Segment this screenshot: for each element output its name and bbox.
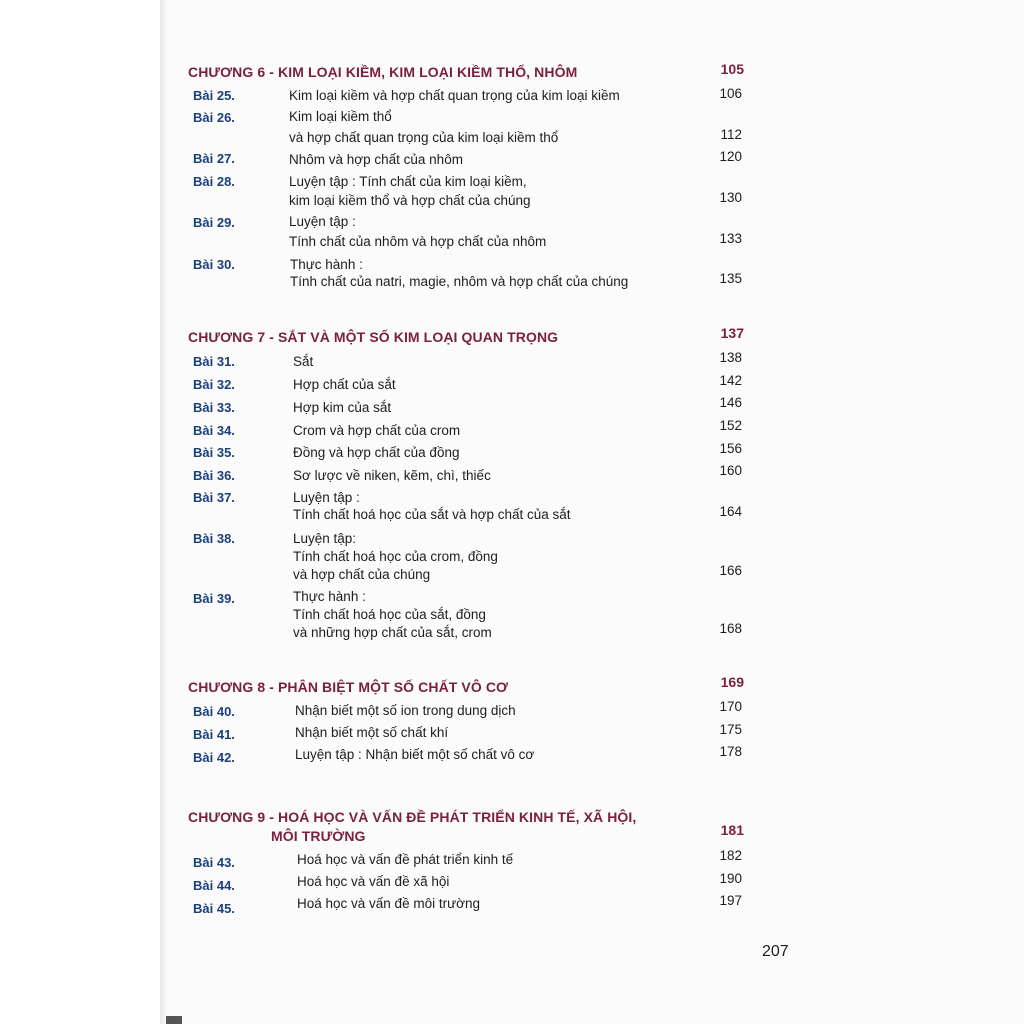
lesson-title-cont: Tính chất hoá học của crom, đồng — [293, 549, 498, 564]
chapter-page: 169 — [720, 674, 744, 690]
lesson-title: Luyện tập : — [289, 214, 356, 229]
lesson-title: Sơ lược về niken, kẽm, chì, thiếc — [293, 468, 491, 483]
lesson-title: Hoá học và vấn đề xã hội — [297, 874, 450, 889]
lesson-page: 164 — [719, 504, 742, 519]
lesson-page: 182 — [719, 848, 742, 863]
lesson-label: Bài 43. — [193, 855, 235, 870]
lesson-page: 170 — [719, 699, 742, 714]
lesson-title: Kim loại kiềm thổ — [289, 109, 392, 124]
lesson-title-cont: Tính chất của nhôm và hợp chất của nhôm — [289, 234, 547, 249]
lesson-page: 166 — [719, 563, 742, 578]
lesson-label: Bài 42. — [193, 750, 235, 765]
lesson-page: 168 — [719, 621, 742, 636]
lesson-title: Nhận biết một số chất khí — [295, 725, 449, 740]
lesson-title: Hợp kim của sắt — [293, 400, 392, 415]
lesson-title: Luyện tập : Tính chất của kim loại kiềm, — [289, 174, 527, 189]
lesson-title: Luyện tập : Nhận biết một số chất vô cơ — [295, 747, 535, 762]
lesson-page: 152 — [719, 418, 742, 433]
lesson-label: Bài 45. — [193, 901, 235, 916]
lesson-title: Luyện tập : — [293, 490, 360, 505]
lesson-label: Bài 33. — [193, 400, 235, 415]
lesson-title: Thực hành : — [290, 257, 363, 272]
lesson-page: 138 — [719, 350, 742, 365]
lesson-title-cont: Tính chất của natri, magie, nhôm và hợp chất của chúng — [290, 274, 629, 289]
lesson-page: 178 — [719, 744, 742, 759]
lesson-label: Bài 37. — [193, 490, 235, 505]
lesson-title: Thực hành : — [293, 589, 366, 604]
chapter-page: 105 — [720, 61, 744, 77]
lesson-page: 146 — [719, 395, 742, 410]
lesson-title: Nhận biết một số ion trong dung dịch — [295, 703, 516, 718]
lesson-label: Bài 34. — [193, 423, 235, 438]
lesson-page: 112 — [720, 127, 742, 142]
lesson-label: Bài 35. — [193, 445, 235, 460]
lesson-page: 135 — [719, 271, 742, 286]
lesson-page: 106 — [719, 86, 742, 101]
lesson-label: Bài 39. — [193, 591, 235, 606]
lesson-title-cont: kim loại kiềm thổ và hợp chất của chúng — [289, 193, 531, 208]
lesson-label: Bài 41. — [193, 727, 235, 742]
lesson-title: Hợp chất của sắt — [293, 377, 396, 392]
chapter-title: CHƯƠNG 8 - PHÂN BIỆT MỘT SỐ CHẤT VÔ CƠ — [188, 679, 509, 695]
lesson-page: 197 — [719, 893, 742, 908]
lesson-page: 156 — [719, 441, 742, 456]
lesson-title: Luyện tập: — [293, 531, 357, 546]
chapter-page: 181 — [720, 822, 744, 838]
lesson-label: Bài 40. — [193, 704, 235, 719]
page-edge — [160, 0, 168, 1024]
lesson-page: 133 — [719, 231, 742, 246]
lesson-label: Bài 25. — [193, 88, 235, 103]
lesson-page: 160 — [719, 463, 742, 478]
bottom-edge-mark — [166, 1016, 182, 1024]
chapter-title: CHƯƠNG 7 - SẮT VÀ MỘT SỐ KIM LOẠI QUAN TRỌNG — [188, 329, 559, 345]
lesson-title: Kim loại kiềm và hợp chất quan trọng của kim loại kiềm — [289, 88, 620, 103]
lesson-label: Bài 26. — [193, 110, 235, 125]
lesson-title: Hoá học và vấn đề phát triển kinh tế — [297, 852, 514, 867]
lesson-label: Bài 44. — [193, 878, 235, 893]
lesson-page: 120 — [719, 149, 742, 164]
lesson-label: Bài 31. — [193, 354, 235, 369]
lesson-label: Bài 30. — [193, 257, 235, 272]
lesson-title: Sắt — [293, 354, 314, 369]
chapter-title-cont: MÔI TRƯỜNG — [271, 828, 366, 844]
lesson-title: Crom và hợp chất của crom — [293, 423, 461, 438]
chapter-page: 137 — [720, 325, 744, 341]
lesson-page: 142 — [719, 373, 742, 388]
lesson-title: Đồng và hợp chất của đồng — [293, 445, 460, 460]
lesson-label: Bài 38. — [193, 531, 235, 546]
lesson-title: Hoá học và vấn đề môi trường — [297, 896, 480, 911]
lesson-title: Nhôm và hợp chất của nhôm — [289, 152, 463, 167]
chapter-title: CHƯƠNG 6 - KIM LOẠI KIỀM, KIM LOẠI KIỀM THỔ, NHÔM — [188, 64, 578, 80]
page-number: 207 — [762, 943, 789, 960]
lesson-label: Bài 27. — [193, 151, 235, 166]
lesson-title-cont: Tính chất hoá học của sắt, đồng — [293, 607, 486, 622]
lesson-label: Bài 32. — [193, 377, 235, 392]
lesson-title-cont: và hợp chất của chúng — [293, 567, 431, 582]
chapter-title: CHƯƠNG 9 - HOÁ HỌC VÀ VẤN ĐỀ PHÁT TRIỂN KINH TẾ, XÃ HỘI, — [188, 809, 637, 825]
lesson-page: 130 — [719, 190, 742, 205]
lesson-page: 175 — [719, 722, 742, 737]
lesson-title-cont: và hợp chất quan trọng của kim loại kiềm thổ — [289, 130, 559, 145]
lesson-label: Bài 28. — [193, 174, 235, 189]
lesson-title-cont: và những hợp chất của sắt, crom — [293, 625, 492, 640]
lesson-label: Bài 36. — [193, 468, 235, 483]
lesson-page: 190 — [719, 871, 742, 886]
lesson-title-cont: Tính chất hoá học của sắt và hợp chất của sắt — [293, 507, 571, 522]
lesson-label: Bài 29. — [193, 215, 235, 230]
